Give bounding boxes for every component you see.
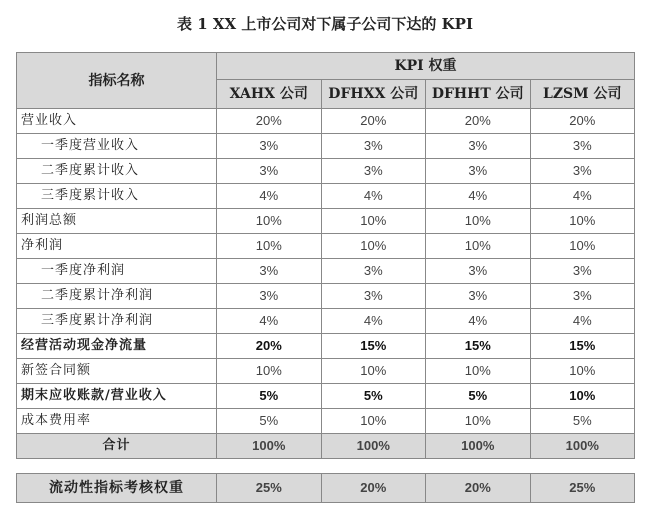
weight-cell: 3% xyxy=(217,159,322,184)
weight-cell: 3% xyxy=(530,259,635,284)
weight-cell: 4% xyxy=(321,184,426,209)
weight-cell: 10% xyxy=(530,209,635,234)
weight-cell: 10% xyxy=(426,359,531,384)
weight-cell: 3% xyxy=(217,134,322,159)
weight-cell: 10% xyxy=(426,209,531,234)
total-value: 100% xyxy=(530,434,635,459)
indicator-name-cell: 二季度累计收入 xyxy=(17,159,217,184)
weight-cell: 10% xyxy=(217,359,322,384)
indicator-name-cell: 营业收入 xyxy=(17,109,217,134)
indicator-name-header: 指标名称 xyxy=(17,53,217,109)
kpi-table xyxy=(16,52,635,503)
weight-cell: 4% xyxy=(217,309,322,334)
weight-cell: 5% xyxy=(217,384,322,409)
table-title: 表 1 XX 上市公司对下属子公司下达的 KPI xyxy=(177,15,473,33)
weight-cell: 10% xyxy=(217,234,322,259)
weight-cell: 10% xyxy=(426,234,531,259)
indicator-name-cell: 经营活动现金净流量 xyxy=(17,334,217,359)
liquidity-value: 20% xyxy=(426,474,531,503)
indicator-name-cell: 二季度累计净利润 xyxy=(17,284,217,309)
total-value: 100% xyxy=(217,434,322,459)
weight-cell: 10% xyxy=(321,409,426,434)
weight-cell: 4% xyxy=(426,184,531,209)
table-row xyxy=(17,234,635,259)
total-value: 100% xyxy=(426,434,531,459)
weight-cell: 3% xyxy=(217,284,322,309)
weight-cell: 3% xyxy=(426,159,531,184)
weight-cell: 4% xyxy=(530,184,635,209)
indicator-name-cell: 三季度累计净利润 xyxy=(17,309,217,334)
liquidity-value: 25% xyxy=(217,474,322,503)
liquidity-value: 20% xyxy=(321,474,426,503)
weight-cell: 4% xyxy=(321,309,426,334)
weight-cell: 10% xyxy=(530,359,635,384)
weight-cell: 10% xyxy=(321,209,426,234)
weight-cell: 5% xyxy=(217,409,322,434)
spacer-row xyxy=(17,459,635,474)
weight-cell: 15% xyxy=(321,334,426,359)
total-value: 100% xyxy=(321,434,426,459)
table-row xyxy=(17,109,635,134)
weight-cell: 20% xyxy=(321,109,426,134)
company-header: LZSM 公司 xyxy=(530,80,635,109)
table-row xyxy=(17,284,635,309)
weight-cell: 3% xyxy=(530,159,635,184)
indicator-name-cell: 成本费用率 xyxy=(17,409,217,434)
weight-cell: 15% xyxy=(530,334,635,359)
weight-cell: 10% xyxy=(530,384,635,409)
table-row xyxy=(17,409,635,434)
weight-cell: 4% xyxy=(426,309,531,334)
liquidity-value: 25% xyxy=(530,474,635,503)
weight-cell: 3% xyxy=(321,259,426,284)
weight-cell: 10% xyxy=(321,359,426,384)
indicator-name-cell: 一季度营业收入 xyxy=(17,134,217,159)
weight-cell: 3% xyxy=(321,284,426,309)
company-header: DFHXX 公司 xyxy=(321,80,426,109)
company-header: XAHX 公司 xyxy=(217,80,322,109)
table-row xyxy=(17,159,635,184)
indicator-name-cell: 利润总额 xyxy=(17,209,217,234)
weight-cell: 3% xyxy=(426,259,531,284)
spacer-cell xyxy=(17,459,635,474)
weight-cell: 3% xyxy=(426,134,531,159)
total-label: 合计 xyxy=(17,434,217,459)
indicator-name-cell: 三季度累计收入 xyxy=(17,184,217,209)
weight-cell: 4% xyxy=(530,309,635,334)
weight-cell: 3% xyxy=(321,134,426,159)
weight-cell: 3% xyxy=(426,284,531,309)
table-row xyxy=(17,309,635,334)
weight-cell: 5% xyxy=(426,384,531,409)
table-row xyxy=(17,334,635,359)
indicator-name-cell: 净利润 xyxy=(17,234,217,259)
table-body xyxy=(17,109,635,434)
liquidity-row xyxy=(17,474,635,503)
company-header: DFHHT 公司 xyxy=(426,80,531,109)
weight-cell: 20% xyxy=(217,334,322,359)
indicator-name-cell: 期末应收账款/营业收入 xyxy=(17,384,217,409)
table-row xyxy=(17,384,635,409)
weight-cell: 3% xyxy=(217,259,322,284)
weight-cell: 20% xyxy=(217,109,322,134)
kpi-weight-header: KPI 权重 xyxy=(217,53,635,80)
weight-cell: 4% xyxy=(217,184,322,209)
total-row xyxy=(17,434,635,459)
indicator-name-cell: 一季度净利润 xyxy=(17,259,217,284)
weight-cell: 5% xyxy=(321,384,426,409)
table-row xyxy=(17,184,635,209)
weight-cell: 10% xyxy=(217,209,322,234)
weight-cell: 10% xyxy=(530,234,635,259)
weight-cell: 10% xyxy=(321,234,426,259)
weight-cell: 15% xyxy=(426,334,531,359)
weight-cell: 3% xyxy=(530,284,635,309)
table-row xyxy=(17,359,635,384)
weight-cell: 20% xyxy=(426,109,531,134)
weight-cell: 10% xyxy=(426,409,531,434)
weight-cell: 20% xyxy=(530,109,635,134)
weight-cell: 3% xyxy=(530,134,635,159)
indicator-name-cell: 新签合同额 xyxy=(17,359,217,384)
weight-cell: 3% xyxy=(321,159,426,184)
weight-cell: 5% xyxy=(530,409,635,434)
table-row xyxy=(17,259,635,284)
liquidity-label: 流动性指标考核权重 xyxy=(17,474,217,503)
table-row xyxy=(17,209,635,234)
table-row xyxy=(17,134,635,159)
